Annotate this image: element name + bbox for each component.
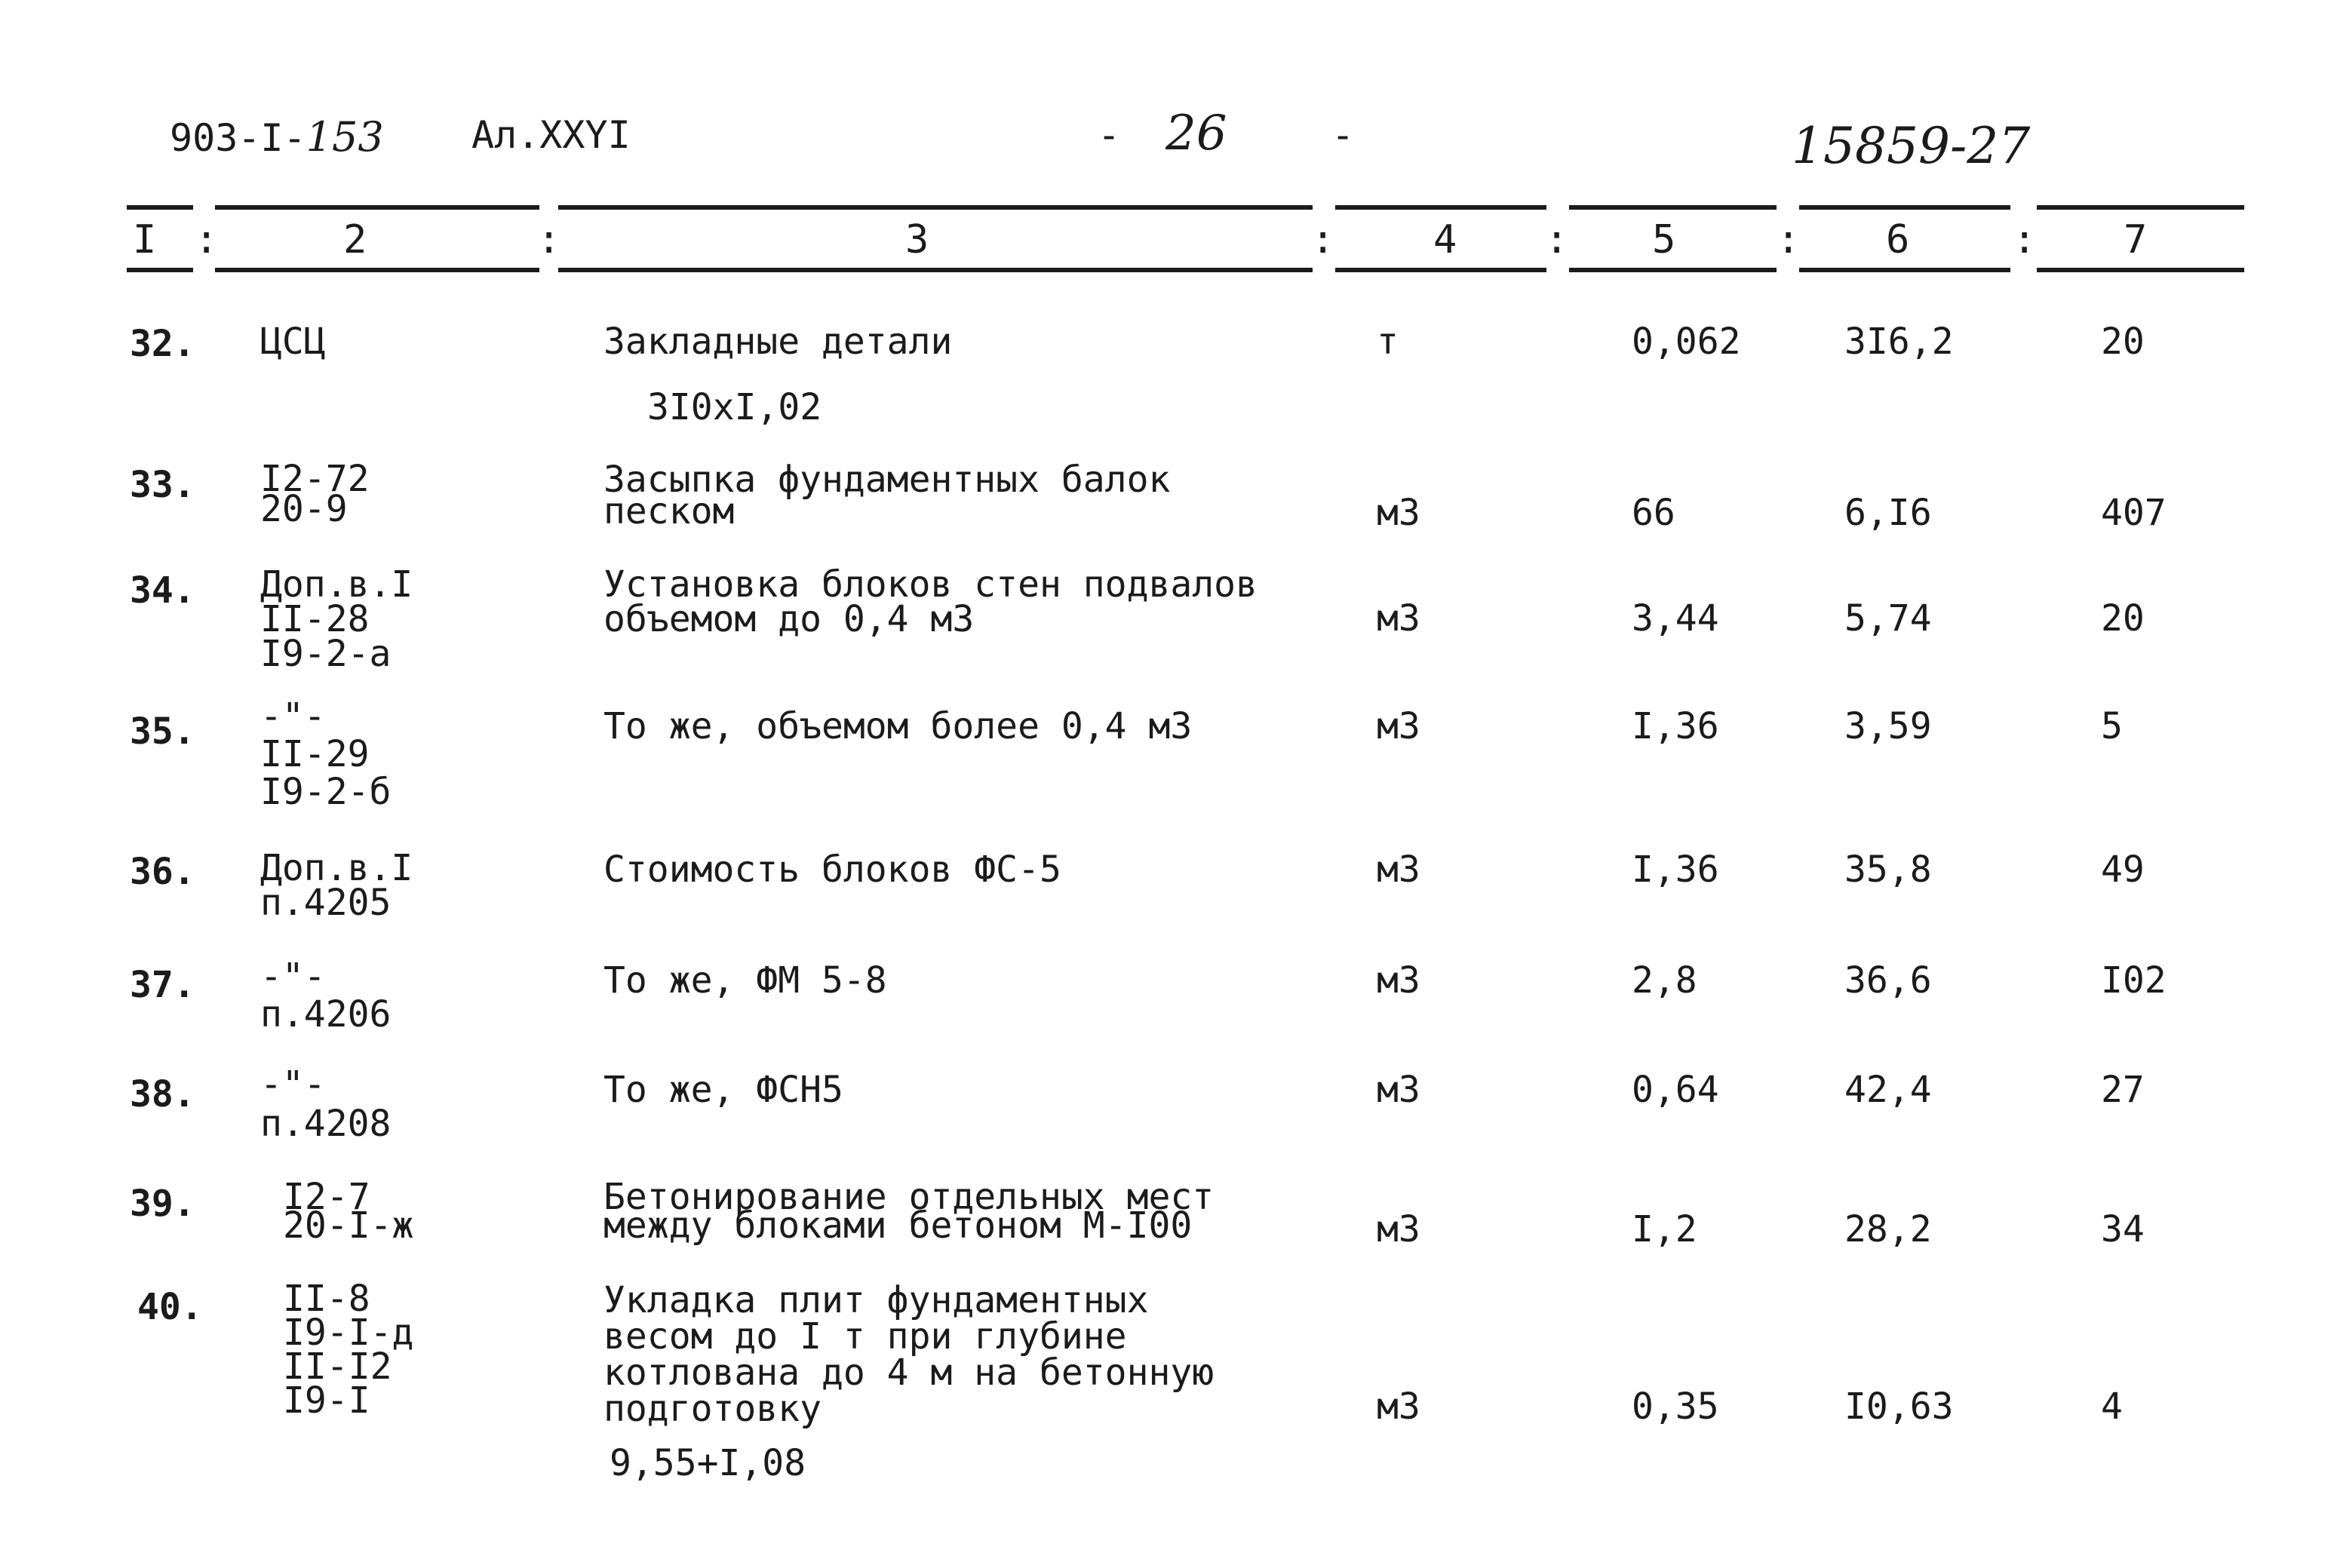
row-total: 407 xyxy=(2101,492,2167,534)
column-header-1: I xyxy=(133,217,157,262)
row-code: Доп.в.I II-28 I9-2-а xyxy=(260,563,413,675)
header-top-rule-4 xyxy=(1335,205,1546,210)
row-quantity: 0,35 xyxy=(1632,1385,1719,1428)
page-number: 26 xyxy=(1165,106,1227,161)
column-header-5: 5 xyxy=(1652,217,1676,262)
row-unit: м3 xyxy=(1377,1208,1420,1250)
column-header-3: 3 xyxy=(905,217,929,262)
row-price: 42,4 xyxy=(1844,1069,1932,1111)
row-number: 40. xyxy=(137,1286,203,1328)
column-header-4: 4 xyxy=(1433,217,1457,262)
column-header-2: 2 xyxy=(343,217,367,262)
row-code: I2-7 20-I-ж xyxy=(283,1176,414,1247)
row-unit: м3 xyxy=(1377,705,1420,747)
row-total: 20 xyxy=(2101,597,2145,640)
header-bottom-rule-6 xyxy=(1799,268,2010,272)
row-price: 3I6,2 xyxy=(1844,321,1954,363)
row-code: -"- II-29 I9-2-б xyxy=(260,695,392,813)
row-price: 6,I6 xyxy=(1844,492,1932,534)
row-total: 27 xyxy=(2101,1069,2145,1111)
column-separator: : xyxy=(1777,217,1801,262)
page-dash-left: - xyxy=(1098,113,1121,157)
column-separator: : xyxy=(537,217,561,262)
column-separator: : xyxy=(195,217,219,262)
row-code: Доп.в.I п.4205 xyxy=(260,847,413,924)
row-quantity: 2,8 xyxy=(1632,959,1697,1002)
header-top-rule-2 xyxy=(215,205,539,210)
header-bottom-rule-1 xyxy=(127,268,193,272)
column-header-6: 6 xyxy=(1886,217,1910,262)
header-bottom-rule-2 xyxy=(215,268,539,272)
row-total: 20 xyxy=(2101,321,2145,363)
row-unit: м3 xyxy=(1377,597,1420,640)
row-unit: м3 xyxy=(1377,492,1420,534)
row-unit: м3 xyxy=(1377,848,1420,891)
row-extra: 9,55+I,08 xyxy=(610,1442,806,1484)
album-label: Ал.XXYI xyxy=(471,113,631,157)
row-quantity: I,36 xyxy=(1632,848,1719,891)
row-code: ЦСЦ xyxy=(260,321,326,363)
row-number: 38. xyxy=(130,1073,195,1115)
header-top-rule-7 xyxy=(2037,205,2244,210)
header-bottom-rule-4 xyxy=(1335,268,1546,272)
row-code: I2-72 20-9 xyxy=(260,458,370,530)
header-bottom-rule-5 xyxy=(1569,268,1777,272)
row-name: Закладные детали xyxy=(603,321,953,363)
row-total: 49 xyxy=(2101,848,2145,891)
row-number: 33. xyxy=(130,464,195,506)
row-price: 36,6 xyxy=(1844,959,1932,1002)
row-number: 39. xyxy=(130,1183,195,1225)
row-number: 35. xyxy=(130,710,195,753)
row-total: 34 xyxy=(2101,1208,2145,1250)
row-code: -"- п.4208 xyxy=(260,1063,392,1145)
row-number: 34. xyxy=(130,569,195,612)
row-name: Стоимость блоков ФС-5 xyxy=(603,848,1061,891)
row-name: Бетонирование отдельных мест между блоками бетоном М-I00 xyxy=(603,1176,1215,1247)
row-total: 5 xyxy=(2101,705,2123,747)
row-total: 4 xyxy=(2101,1385,2123,1428)
row-unit: м3 xyxy=(1377,1385,1420,1428)
doc-code-typed: 903-I- xyxy=(170,116,306,160)
column-separator: : xyxy=(1311,217,1335,262)
row-quantity: 66 xyxy=(1632,492,1675,534)
row-name: Установка блоков стен подвалов объемом до 0,4 м3 xyxy=(603,563,1258,640)
header-top-rule-6 xyxy=(1799,205,2010,210)
header-top-rule-5 xyxy=(1569,205,1777,210)
row-price: 5,74 xyxy=(1844,597,1932,640)
row-unit: м3 xyxy=(1377,1069,1420,1111)
row-number: 37. xyxy=(130,964,195,1006)
row-quantity: 0,64 xyxy=(1632,1069,1719,1111)
row-price: I0,63 xyxy=(1844,1385,1954,1428)
row-quantity: 0,062 xyxy=(1632,321,1741,363)
row-number: 32. xyxy=(130,323,195,365)
row-number: 36. xyxy=(130,851,195,893)
row-name: То же, объемом более 0,4 м3 xyxy=(603,705,1193,747)
column-header-7: 7 xyxy=(2124,217,2148,262)
row-quantity: 3,44 xyxy=(1632,597,1719,640)
header-bottom-rule-7 xyxy=(2037,268,2244,272)
row-code: -"- п.4206 xyxy=(260,956,392,1036)
page-dash-right: - xyxy=(1331,113,1355,157)
row-quantity: I,2 xyxy=(1632,1208,1697,1250)
row-price: 3,59 xyxy=(1844,705,1932,747)
row-price: 35,8 xyxy=(1844,848,1932,891)
row-name: То же, ФСН5 xyxy=(603,1069,843,1111)
row-unit: т xyxy=(1377,321,1399,363)
row-name: То же, ФМ 5-8 xyxy=(603,959,887,1002)
row-total: I02 xyxy=(2101,959,2167,1002)
doc-code-handwritten: 153 xyxy=(306,113,384,161)
row-quantity: I,36 xyxy=(1632,705,1719,747)
header-bottom-rule-3 xyxy=(558,268,1313,272)
column-separator: : xyxy=(1545,217,1569,262)
header-top-rule-1 xyxy=(127,205,193,210)
row-price: 28,2 xyxy=(1844,1208,1932,1250)
archive-number: 15859-27 xyxy=(1792,117,2031,175)
row-name: Укладка плит фундаментных весом до I т при глубине котлована до 4 м на бетонную подготовку xyxy=(603,1279,1215,1430)
header-top-rule-3 xyxy=(558,205,1313,210)
doc-code xyxy=(170,113,384,161)
row-code: II-8 I9-I-д II-I2 I9-I xyxy=(283,1278,414,1422)
row-name: Засыпка фундаментных балок песком xyxy=(603,459,1171,532)
column-separator: : xyxy=(2013,217,2037,262)
row-unit: м3 xyxy=(1377,959,1420,1002)
row-extra: 3I0xI,02 xyxy=(647,386,822,428)
